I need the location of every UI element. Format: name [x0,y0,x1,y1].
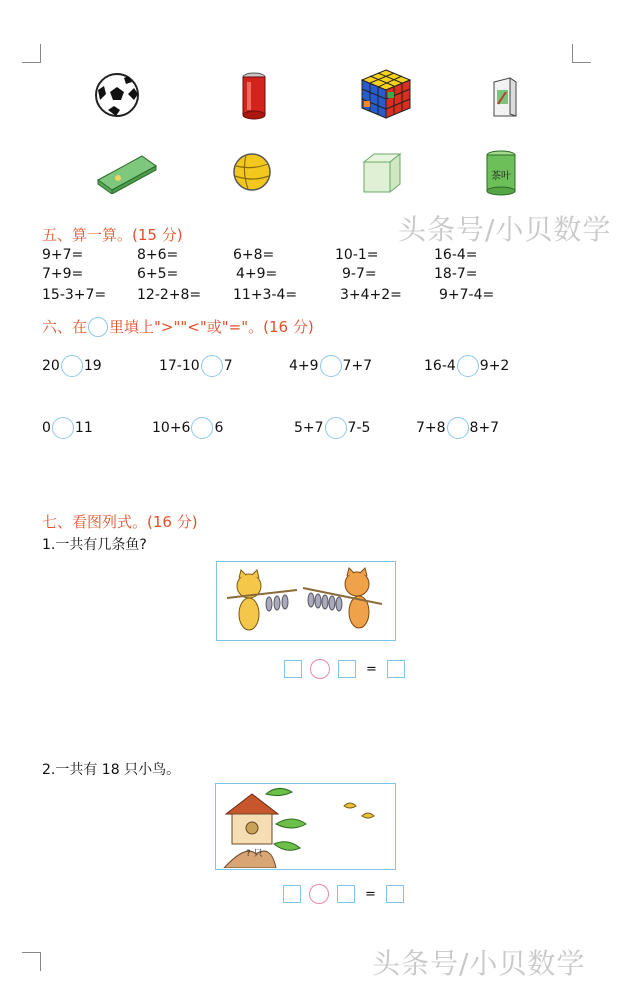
math-problem: 7+9= [42,266,84,282]
answer-box[interactable] [337,885,355,903]
compare-circle[interactable] [320,355,342,377]
question-2: 2.一共有 18 只小鸟。 [42,762,181,778]
math-problem: 9+7= [42,247,84,263]
math-problem: 18-7= [434,266,478,282]
answer-box[interactable] [387,660,405,678]
answer-row-2 [283,884,404,904]
compare-right: 9+2 [479,358,510,374]
svg-text:? 只: ? 只 [246,849,263,859]
operator-circle[interactable] [310,659,330,679]
compare-item [42,355,102,377]
section-5-title: 五、算一算。(15 分) [42,226,183,244]
compare-right: 7 [223,358,233,374]
math-problem: 16-4= [434,247,478,263]
math-problem: 6+8= [233,247,275,263]
pencil-box-icon [96,152,158,194]
answer-box[interactable] [283,885,301,903]
compare-right: 19 [83,358,102,374]
compare-item [159,355,233,377]
birdhouse-tree-illustration [216,784,394,868]
compare-circle[interactable] [61,355,83,377]
compare-right: 11 [74,420,93,436]
compare-item [152,417,223,439]
compare-right: 8+7 [469,420,500,436]
compare-left: 5+7 [294,420,324,436]
equals-sign: = [366,661,377,677]
question-1: 1.一共有几条鱼? [42,537,147,553]
compare-left: 16-4 [424,358,456,374]
answer-box[interactable] [338,660,356,678]
operator-circle[interactable] [309,884,329,904]
compare-circle[interactable] [325,417,347,439]
compare-circle[interactable] [191,417,213,439]
compare-right: 6 [214,420,224,436]
section-6-title-suffix: 里填上">""<"或"="。(16 分) [109,318,314,336]
section-7-title: 七、看图列式。(16 分) [42,513,198,531]
tea-can-label: 茶叶 [491,171,511,182]
corner-mark-top-left [22,44,41,63]
math-problem: 9+7-4= [439,287,495,303]
answer-row-1 [284,659,405,679]
section-6-title-prefix: 六、在 [42,318,88,336]
tea-can-icon [484,150,518,196]
section-6-title [42,316,314,337]
math-problem: 11+3-4= [233,287,298,303]
compare-item [289,355,372,377]
answer-box[interactable] [284,660,302,678]
milk-carton-icon [490,74,520,118]
fish-picture-frame [216,561,396,641]
compare-left: 7+8 [416,420,446,436]
answer-circle-icon [88,317,108,337]
math-problem: 15-3+7= [42,287,107,303]
compare-left: 4+9 [289,358,319,374]
bird-picture-frame [215,783,396,870]
math-problem: 12-2+8= [137,287,202,303]
compare-left: 0 [42,420,51,436]
compare-circle[interactable] [201,355,223,377]
compare-item [416,417,499,439]
cola-can-icon [240,72,268,120]
corner-mark-bottom-left [22,952,41,971]
compare-circle[interactable] [447,417,469,439]
compare-circle[interactable] [457,355,479,377]
answer-box[interactable] [386,885,404,903]
volleyball-icon [232,152,272,192]
soccer-ball-icon [94,72,140,118]
math-problem: 9-7= [342,266,377,282]
math-problem: 3+4+2= [340,287,402,303]
watermark: 头条号/小贝数学 [372,947,586,980]
cube-icon [362,152,402,194]
cats-carrying-fish-illustration [217,562,394,639]
compare-right: 7+7 [342,358,373,374]
math-problem: 10-1= [335,247,379,263]
rubiks-cube-icon [360,68,412,120]
compare-right: 7-5 [347,420,371,436]
equals-sign: = [365,886,376,902]
compare-item [294,417,370,439]
compare-item [424,355,509,377]
math-problem: 8+6= [137,247,179,263]
math-problem: 6+5= [137,266,179,282]
compare-left: 17-10 [159,358,200,374]
compare-circle[interactable] [52,417,74,439]
compare-item [42,417,93,439]
corner-mark-top-right [572,44,591,63]
math-problem: 4+9= [236,266,278,282]
watermark: 头条号/小贝数学 [398,213,612,246]
compare-left: 20 [42,358,60,374]
compare-left: 10+6 [152,420,191,436]
